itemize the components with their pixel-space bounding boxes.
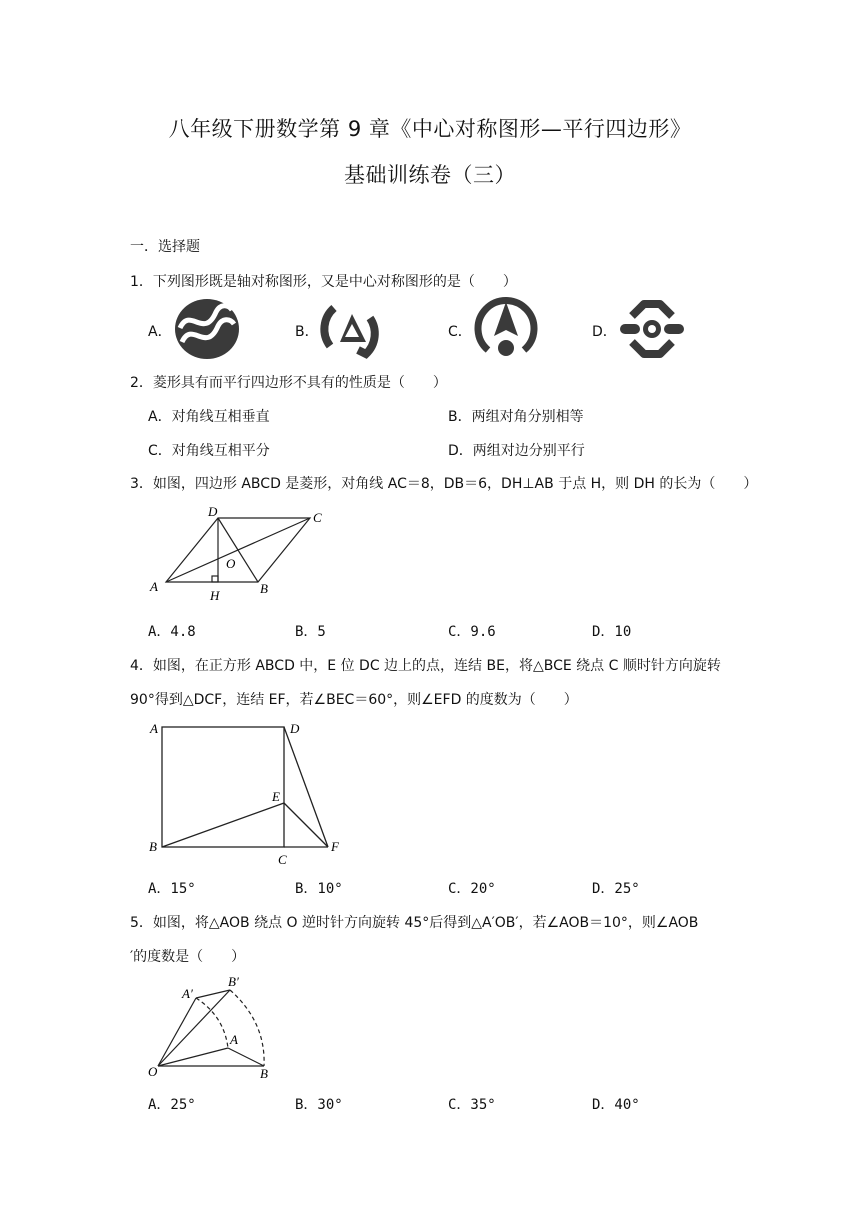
q3-option-a: A．4.8 [148, 624, 196, 640]
question-3-stem: 3．如图，四边形 ABCD 是菱形，对角线 AC＝8，DB＝6，DH⊥AB 于点 H，则 DH 的长为（ ） [130, 476, 758, 492]
triangle-arc-logo-icon [320, 300, 384, 360]
label-e: E [272, 789, 280, 804]
label-f: F [331, 839, 339, 854]
ring-bars-logo-icon [618, 300, 686, 358]
q5-option-b: B．30° [295, 1097, 343, 1113]
label-c: C [278, 852, 287, 867]
q1-option-a: A． [148, 324, 172, 340]
q1-option-b: B． [295, 324, 319, 340]
question-4-stem-line2: 90°得到△DCF，连结 EF，若∠BEC＝60°，则∠EFD 的度数为（ ） [130, 692, 578, 708]
label-o: O [148, 1064, 158, 1079]
question-5-stem-line1: 5．如图，将△AOB 绕点 O 逆时针方向旋转 45°后得到△A′OB′，若∠AOB＝10°，则∠AOB [130, 915, 699, 931]
label-d: D [208, 504, 218, 519]
q5-option-d: D．40° [592, 1097, 640, 1113]
label-b: B [149, 839, 157, 854]
label-a: A [230, 1032, 238, 1047]
q4-option-b: B．10° [295, 881, 343, 897]
question-1-stem: 1．下列图形既是轴对称图形，又是中心对称图形的是（ ） [130, 274, 517, 290]
label-b: B [260, 1066, 268, 1081]
q3-option-b: B．5 [295, 624, 326, 640]
q3-option-c: C．9.6 [448, 624, 496, 640]
label-a: A [150, 721, 158, 736]
rotation-angle-figure [140, 970, 300, 1082]
q2-option-a: A．对角线互相垂直 [148, 409, 270, 425]
q4-option-a: A．15° [148, 881, 196, 897]
rhombus-figure [140, 500, 340, 610]
q5-option-c: C．35° [448, 1097, 496, 1113]
label-d: D [290, 721, 300, 736]
q3-option-d: D．10 [592, 624, 632, 640]
label-c: C [313, 510, 322, 525]
q2-option-c: C．对角线互相平分 [148, 443, 270, 459]
label-h: H [210, 588, 220, 603]
square-rotation-figure [140, 715, 360, 870]
question-2-stem: 2．菱形具有而平行四边形不具有的性质是（ ） [130, 375, 447, 391]
wave-logo-icon [174, 298, 240, 360]
q1-option-d: D． [592, 324, 617, 340]
label-b: B [260, 581, 268, 596]
label-a-prime: A′ [182, 986, 193, 1001]
q2-option-d: D．两组对边分别平行 [448, 443, 585, 459]
arrow-circle-logo-icon [472, 298, 540, 360]
label-b-prime: B′ [228, 974, 239, 989]
question-4-stem-line1: 4．如图，在正方形 ABCD 中，E 位 DC 边上的点，连结 BE，将△BCE 绕点 C 顺时针方向旋转 [130, 658, 721, 674]
q2-option-b: B．两组对角分别相等 [448, 409, 584, 425]
label-a: A [150, 579, 158, 594]
q4-option-c: C．20° [448, 881, 496, 897]
page-title-line2: 基础训练卷（三） [344, 163, 516, 187]
q5-option-a: A．25° [148, 1097, 196, 1113]
q1-option-c: C． [448, 324, 472, 340]
label-o: O [226, 556, 236, 571]
question-5-stem-line2: ′的度数是（ ） [130, 949, 246, 965]
page-title-line1: 八年级下册数学第 9 章《中心对称图形—平行四边形》 [168, 117, 692, 141]
q4-option-d: D．25° [592, 881, 640, 897]
section-heading: 一．选择题 [130, 239, 200, 255]
